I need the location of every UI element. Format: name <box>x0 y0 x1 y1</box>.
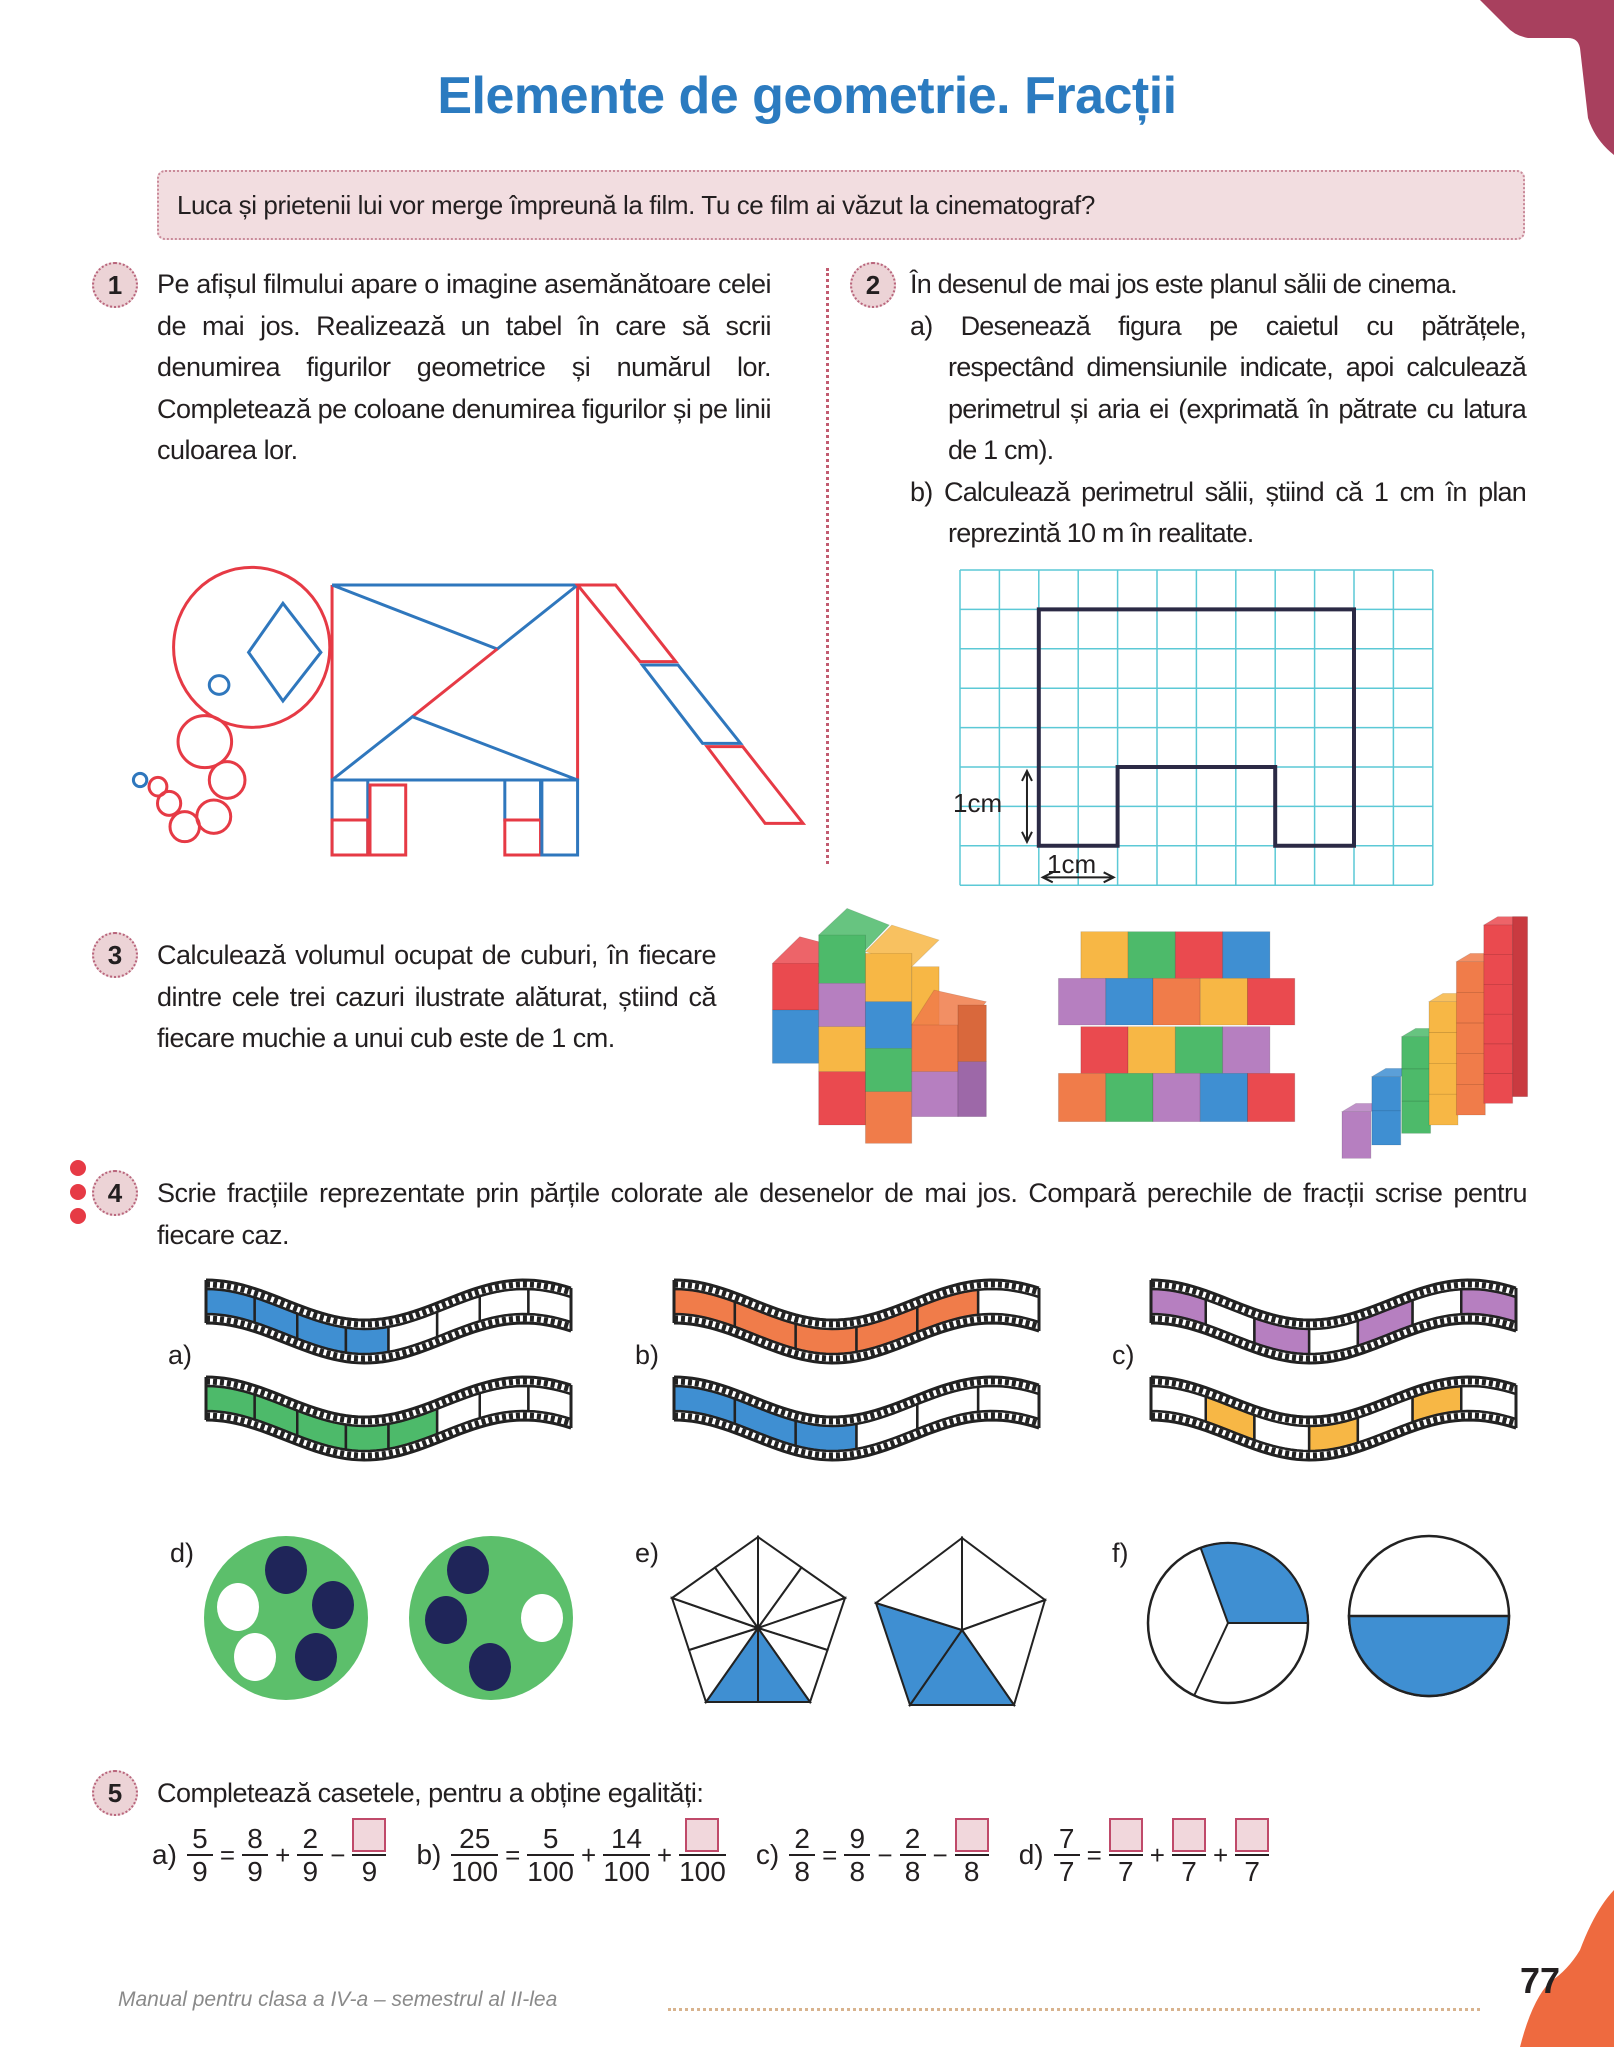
fraction <box>451 1822 498 1888</box>
exercise-number-3: 3 <box>92 932 138 978</box>
dot-circle <box>409 1536 573 1700</box>
exercise-3-text: Calculează volumul ocupat de cuburi, în fiecare dintre cele trei cazuri ilustrate alăturat, știind că fiecare muchie a unui cub este de 1 cm. <box>157 940 716 1053</box>
operator: + <box>656 1839 673 1870</box>
equation-label: a) <box>152 1839 177 1870</box>
denominator: 100 <box>603 1856 650 1887</box>
shaded-half <box>1349 1616 1509 1696</box>
answer-box[interactable] <box>352 1818 386 1852</box>
equation-label: b) <box>416 1839 442 1870</box>
dark-dot <box>447 1546 489 1594</box>
cube-face <box>772 963 818 1010</box>
operator: + <box>1149 1839 1165 1870</box>
cube-face <box>819 983 866 1026</box>
eye-circle <box>209 676 229 695</box>
answer-box[interactable] <box>685 1818 719 1852</box>
film-frame <box>1413 1386 1462 1422</box>
fraction <box>1109 1822 1143 1888</box>
fraction <box>1054 1822 1080 1888</box>
cube-face <box>865 1002 911 1049</box>
white-dot <box>521 1594 563 1642</box>
dark-dot <box>265 1546 307 1594</box>
denominator: 8 <box>904 1856 921 1887</box>
stair-column <box>1456 962 1485 1115</box>
denominator: 7 <box>1118 1856 1134 1887</box>
operator: + <box>1212 1839 1229 1870</box>
dot-circle <box>204 1536 368 1700</box>
wall-cube <box>1106 978 1153 1025</box>
film-frame <box>346 1327 389 1354</box>
exercise-2-intro: În desenul de mai jos este planul sălii de cinema. <box>910 269 1457 299</box>
case-label-b: b) <box>635 1340 660 1370</box>
cube-top <box>772 937 818 967</box>
dark-dot <box>295 1633 337 1681</box>
cube-face <box>912 1025 958 1072</box>
cube-face <box>958 1005 986 1062</box>
wall-cube <box>1200 1073 1247 1121</box>
page-number: 77 <box>1520 1960 1561 2001</box>
wall-cube <box>1153 1073 1200 1121</box>
operator: = <box>1086 1839 1102 1870</box>
intro-banner: Luca și prietenii lui vor merge împreună la film. Tu ce film ai văzut la cinematograf? <box>157 170 1525 240</box>
cube-face <box>819 1027 866 1072</box>
cube-face <box>819 935 866 983</box>
equations-row <box>152 1822 1299 1888</box>
footer-text: Manual pentru clasa a IV-a – semestrul al II-lea <box>118 1988 558 2011</box>
equation-label: d) <box>1018 1839 1044 1870</box>
wall-cube <box>1058 978 1105 1025</box>
stair-column <box>1402 1037 1431 1134</box>
circle-thirds <box>1148 1543 1308 1703</box>
fraction <box>955 1822 989 1888</box>
denominator: 100 <box>451 1856 499 1887</box>
denominator: 9 <box>192 1856 208 1887</box>
operator: + <box>275 1839 291 1870</box>
denominator: 100 <box>679 1856 726 1887</box>
trunk-circles <box>149 716 245 842</box>
film-frame <box>1358 1300 1413 1346</box>
equation-d <box>1019 1822 1273 1888</box>
difficulty-dots <box>70 1160 86 1224</box>
cube-face <box>772 1010 818 1063</box>
fraction <box>603 1822 650 1888</box>
footer-divider <box>668 2008 1480 2011</box>
wall-cube <box>1153 978 1200 1025</box>
fraction <box>789 1822 815 1888</box>
denominator: 8 <box>963 1856 980 1887</box>
fraction <box>527 1822 574 1888</box>
dark-dot <box>425 1596 467 1644</box>
fraction <box>242 1822 268 1888</box>
numerator: 5 <box>192 1823 208 1854</box>
case-label-e: e) <box>635 1538 660 1568</box>
pentagon <box>876 1538 1045 1705</box>
exercise-5-text: Completează casetele, pentru a obține egalități: <box>157 1778 704 1808</box>
fraction <box>187 1822 213 1888</box>
cube-figures <box>760 895 1540 1165</box>
wall-cube <box>1081 932 1128 979</box>
dark-dot <box>469 1643 511 1691</box>
cube-face <box>912 1072 958 1117</box>
case-label-c: c) <box>1112 1340 1135 1370</box>
numerator: 9 <box>849 1823 866 1854</box>
exercise-4-text: Scrie fracțiile reprezentate prin părțile colorate ale desenelor de mai jos. Compară perechile de fracții scrise pentru fiecare caz. <box>157 1178 1527 1250</box>
fraction <box>900 1822 926 1888</box>
exercise-number-5: 5 <box>92 1770 138 1816</box>
film-frame <box>346 1424 389 1451</box>
film-strip-b <box>674 1280 1039 1363</box>
denominator: 100 <box>527 1856 574 1887</box>
numerator: 5 <box>542 1823 559 1854</box>
fraction <box>352 1822 386 1888</box>
equation-b <box>416 1822 729 1888</box>
case-label-f: f) <box>1112 1538 1129 1568</box>
numerator <box>352 1822 386 1854</box>
stair-column <box>1342 1112 1371 1159</box>
numerator: 7 <box>1058 1823 1075 1854</box>
exercise-2-part-b: b) Calculează perimetrul sălii, știind că 1 cm în plan reprezintă 10 m în realitate. <box>910 476 1526 548</box>
numerator: 25 <box>459 1823 491 1854</box>
wall-cube <box>1128 1027 1175 1074</box>
horizontal-scale-label: 1cm <box>1047 849 1097 879</box>
equation-label: c) <box>755 1839 780 1870</box>
white-dot <box>234 1633 276 1681</box>
exercise-2-part-a: a) Desenează figura pe caietul cu pătrățele, respectând dimensiunile indicate, apoi calculează perimetrul și aria ei (exprimată în pătrate cu latura de 1 cm). <box>910 310 1526 465</box>
answer-box[interactable] <box>1109 1818 1143 1852</box>
wall-cube <box>1175 1027 1222 1074</box>
film-strip-c <box>1151 1280 1516 1363</box>
numerator: 2 <box>302 1823 319 1854</box>
wall-cube <box>1081 1027 1128 1074</box>
denominator: 9 <box>247 1856 263 1887</box>
stair-side <box>1513 917 1528 1097</box>
cube-face <box>958 1062 986 1117</box>
exercise-2-text <box>910 264 1526 555</box>
operator: − <box>330 1839 346 1870</box>
operator: + <box>581 1839 597 1870</box>
page-title: Elemente de geometrie. Fracții <box>437 67 1177 125</box>
film-strip-a <box>206 1377 571 1460</box>
wall-cube <box>1223 1027 1270 1074</box>
denominator: 7 <box>1181 1856 1197 1887</box>
operator: = <box>219 1839 236 1870</box>
numerator <box>685 1822 719 1854</box>
fraction <box>844 1822 870 1888</box>
numerator <box>955 1822 989 1854</box>
wall-cube <box>1248 1073 1295 1121</box>
numerator: 2 <box>794 1823 810 1854</box>
fraction <box>297 1822 323 1888</box>
white-dot <box>217 1583 259 1631</box>
numerator: 14 <box>610 1823 643 1854</box>
fraction-drawings <box>0 1240 1614 1740</box>
column-divider <box>826 268 829 864</box>
case-label-a: a) <box>168 1340 193 1370</box>
answer-box[interactable] <box>1235 1818 1269 1852</box>
cube-face <box>865 953 911 1001</box>
wall-cube <box>1175 932 1222 979</box>
numerator <box>1172 1822 1206 1854</box>
exercise-1-text: Pe afișul filmului apare o imagine asemănătoare celei de mai jos. Realizează un tabel în care să scrii denumirea figurilor geometrice și numărul lor. Completează pe coloane denumirea figurilor și pe linii culoarea lor. <box>157 269 771 465</box>
pentagon <box>672 1537 845 1702</box>
answer-box[interactable] <box>1172 1818 1206 1852</box>
wall-cube <box>1200 978 1247 1025</box>
wall-cube <box>1058 1073 1105 1121</box>
equation-a <box>152 1822 390 1888</box>
equation-c <box>756 1822 993 1888</box>
operator: = <box>505 1839 521 1870</box>
body-square <box>332 585 578 780</box>
circle-halves <box>1349 1536 1509 1696</box>
case-label-d: d) <box>170 1538 195 1568</box>
wall-cube <box>1248 978 1295 1025</box>
elephant-geometric-figure <box>120 555 820 870</box>
fraction <box>679 1822 726 1888</box>
vertical-scale-label: 1cm <box>953 788 1003 818</box>
numerator <box>1109 1822 1143 1854</box>
wall-cube <box>1106 1073 1153 1121</box>
operator: − <box>932 1839 948 1870</box>
denominator: 9 <box>302 1856 319 1887</box>
film-frame <box>1358 1397 1413 1443</box>
film-strip-c <box>1151 1377 1516 1460</box>
numerator: 2 <box>904 1823 921 1854</box>
legs <box>332 780 578 855</box>
denominator: 7 <box>1058 1856 1075 1887</box>
fraction <box>1172 1822 1206 1888</box>
tail-parallelograms <box>578 585 803 823</box>
fraction <box>1235 1822 1269 1888</box>
cube-face <box>819 1072 866 1125</box>
denominator: 7 <box>1244 1856 1260 1887</box>
film-frame <box>1413 1289 1462 1325</box>
film-strip-a <box>206 1280 571 1363</box>
exercise-number-1: 1 <box>92 262 138 308</box>
exercise-number-2: 2 <box>850 262 896 308</box>
denominator: 9 <box>361 1856 378 1887</box>
denominator: 8 <box>794 1856 810 1887</box>
numerator: 8 <box>247 1823 263 1854</box>
answer-box[interactable] <box>955 1818 989 1852</box>
denominator: 8 <box>849 1856 866 1887</box>
film-strip-b <box>674 1377 1039 1460</box>
cinema-plan-grid <box>955 566 1440 891</box>
operator: − <box>877 1839 893 1870</box>
operator: = <box>822 1839 838 1870</box>
cube-face <box>865 1048 911 1091</box>
numerator <box>1235 1822 1269 1854</box>
wall-cube <box>1128 932 1175 979</box>
ear-rhombus <box>249 603 321 701</box>
cube-face <box>865 1092 911 1144</box>
wall-cube <box>1223 932 1270 979</box>
exercise-number-4: 4 <box>92 1170 138 1216</box>
dark-dot <box>312 1581 354 1629</box>
